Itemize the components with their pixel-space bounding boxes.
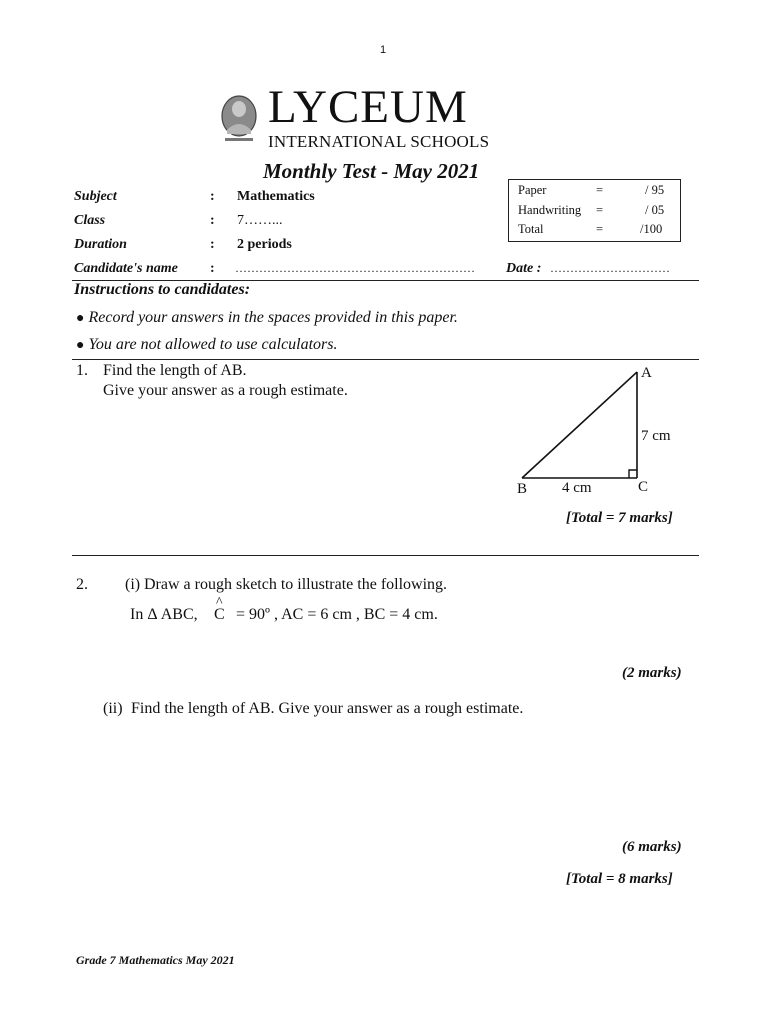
marks-row-eq: = bbox=[596, 222, 604, 236]
marks-row-label: Handwriting bbox=[518, 203, 582, 217]
q1-number: 1. bbox=[76, 362, 88, 379]
bullet-icon: ● bbox=[76, 311, 85, 326]
marks-row-value: /100 bbox=[640, 222, 663, 236]
date-label: Date : bbox=[506, 261, 542, 276]
side-ab bbox=[522, 372, 637, 478]
test-title: Monthly Test - May 2021 bbox=[263, 159, 480, 183]
date-field[interactable]: ………………………… bbox=[550, 261, 670, 275]
instructions-title: Instructions to candidates: bbox=[74, 281, 251, 298]
q1-total-marks: [Total = 7 marks] bbox=[566, 510, 673, 526]
school-seal-logo bbox=[219, 94, 259, 144]
q2-part2-marks: (6 marks) bbox=[622, 839, 682, 855]
class-colon: : bbox=[210, 213, 215, 228]
q1-triangle-diagram bbox=[515, 365, 645, 485]
right-angle-marker bbox=[629, 470, 637, 478]
footer-text: Grade 7 Mathematics May 2021 bbox=[76, 953, 235, 967]
q2-part1-text: Draw a rough sketch to illustrate the following. bbox=[144, 576, 448, 593]
marks-box bbox=[508, 179, 681, 242]
q1-line1: Find the length of AB. bbox=[103, 362, 247, 379]
subject-colon: : bbox=[210, 189, 215, 204]
page-number: 1 bbox=[380, 44, 387, 56]
duration-value: 2 periods bbox=[237, 237, 292, 252]
duration-colon: : bbox=[210, 237, 215, 252]
class-label: Class bbox=[74, 213, 106, 228]
subject-value: Mathematics bbox=[237, 189, 315, 204]
divider bbox=[72, 359, 699, 360]
q2-total-marks: [Total = 8 marks] bbox=[566, 871, 673, 887]
school-subtitle: INTERNATIONAL SCHOOLS bbox=[268, 132, 490, 151]
q2-given-prefix: In Δ ABC, bbox=[130, 606, 198, 623]
q2-given-suffix: = 90º , AC = 6 cm , BC = 4 cm. bbox=[236, 606, 438, 623]
marks-row-label: Total bbox=[518, 222, 544, 236]
marks-row-value: / 05 bbox=[645, 203, 665, 217]
marks-row-eq: = bbox=[596, 203, 604, 217]
marks-row-value: / 95 bbox=[645, 183, 665, 197]
side-ac-label: 7 cm bbox=[641, 428, 671, 444]
angle-c: C bbox=[214, 606, 225, 623]
instruction-item: ● Record your answers in the spaces provided in this paper. bbox=[76, 309, 458, 326]
school-name: LYCEUM bbox=[268, 81, 468, 133]
bullet-icon: ● bbox=[76, 338, 85, 353]
marks-row-label: Paper bbox=[518, 183, 547, 197]
q1-line2: Give your answer as a rough estimate. bbox=[103, 382, 348, 399]
vertex-a-label: A bbox=[641, 365, 652, 381]
instruction-item: ● You are not allowed to use calculators. bbox=[76, 336, 338, 353]
q2-number: 2. bbox=[76, 576, 88, 593]
subject-label: Subject bbox=[74, 189, 117, 204]
class-value: 7……... bbox=[237, 213, 283, 228]
marks-row-eq: = bbox=[596, 183, 604, 197]
q2-part1-marks: (2 marks) bbox=[622, 665, 682, 681]
q2-part1-label: (i) bbox=[125, 576, 141, 593]
candidate-label: Candidate's name bbox=[74, 261, 178, 276]
vertex-c-label: C bbox=[638, 479, 649, 495]
divider bbox=[72, 555, 699, 556]
q2-part2-label: (ii) bbox=[103, 700, 123, 717]
angle-hat-symbol: ^ bbox=[216, 595, 223, 610]
q2-part2-text: Find the length of AB. Give your answer as a rough estimate. bbox=[131, 700, 524, 717]
duration-label: Duration bbox=[74, 237, 127, 252]
candidate-colon: : bbox=[210, 261, 215, 276]
candidate-name-field[interactable]: …………………………………………………… bbox=[235, 261, 475, 275]
side-bc-label: 4 cm bbox=[562, 480, 592, 496]
vertex-b-label: B bbox=[517, 481, 528, 497]
